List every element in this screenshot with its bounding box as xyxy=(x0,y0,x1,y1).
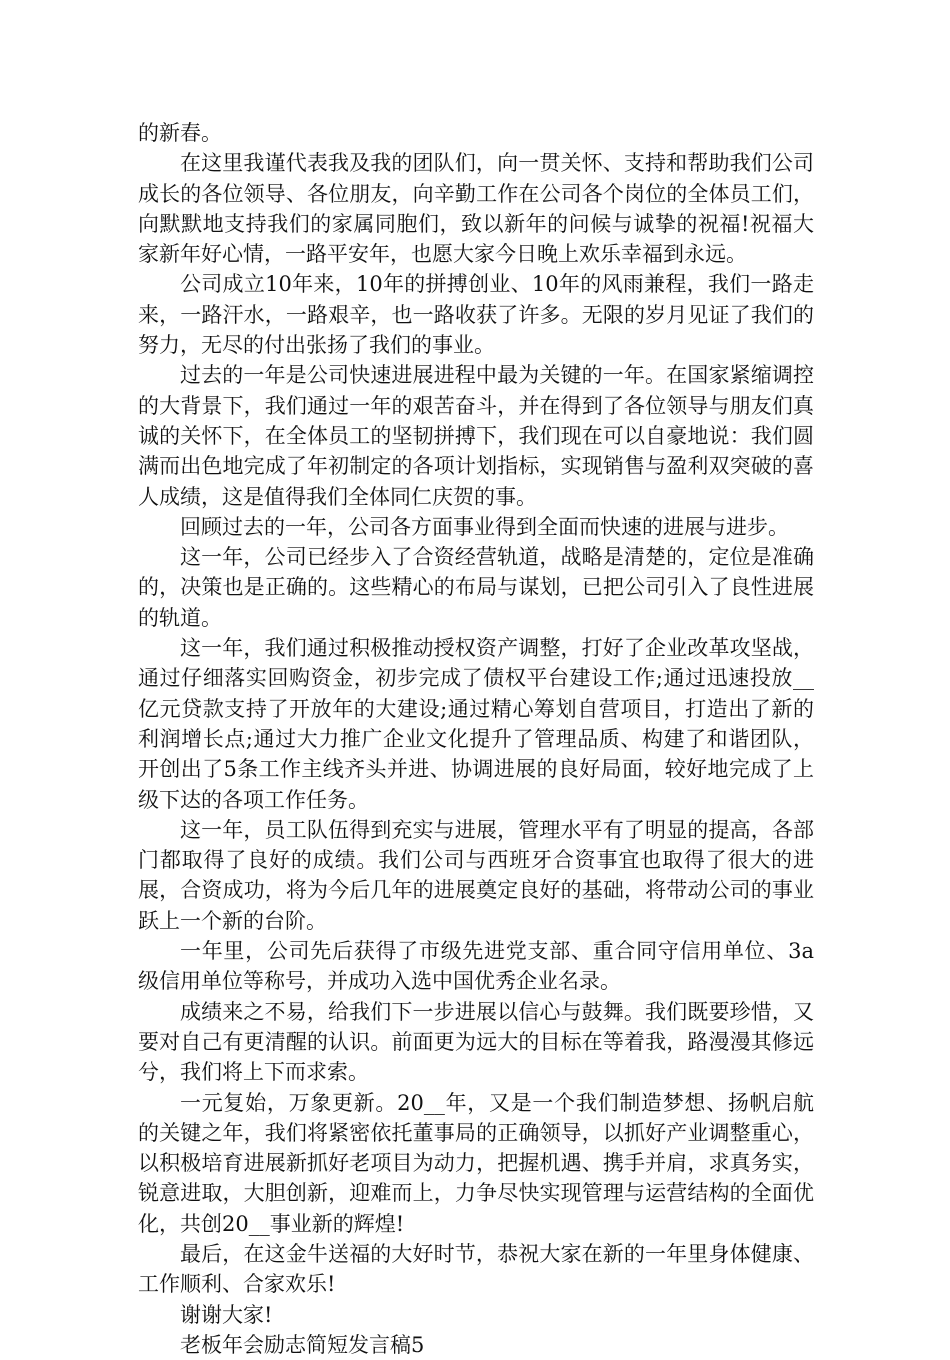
document-body xyxy=(138,118,814,1360)
paragraph-review: 回顾过去的一年，公司各方面事业得到全面而快速的进展与进步。 xyxy=(180,514,789,539)
paragraph-greeting: 在这里我谨代表我及我的团队们，向一贯关怀、支持和帮助我们公司成长的各位领导、各位朋友，向辛勤工作在公司各个岗位的全体员工们，向默默地支持我们的家属同胞们，致以新年的问候与诚挚的祝福!祝福大家新年好心情，一路平安年，也愿大家今日晚上欢乐幸福到永远。 xyxy=(138,151,814,267)
paragraph-awards: 一年里，公司先后获得了市级先进党支部、重合同守信用单位、3a级信用单位等称号，并成功入选中国优秀企业名录。 xyxy=(138,939,814,994)
section-heading: 老板年会励志简短发言稿5 xyxy=(180,1332,425,1357)
paragraph-outlook: 一元复始，万象更新。20__年，又是一个我们制造梦想、扬帆启航的关键之年，我们将紧密依托董事局的正确领导，以抓好产业调整重心，以积极培育进展新抓好老项目为动力，把握机遇、携手并肩，求真务实，锐意进取，大胆创新，迎难而上，力争尽快实现管理与运营结构的全面优化，共创20__事业新的辉煌! xyxy=(138,1090,814,1236)
paragraph-history: 公司成立10年来，10年的拼搏创业、10年的风雨兼程，我们一路走来，一路汗水，一路艰辛，也一路收获了许多。无限的岁月见证了我们的努力，无尽的付出张扬了我们的事业。 xyxy=(138,272,814,358)
paragraph-wishes: 最后，在这金牛送福的大好时节，恭祝大家在新的一年里身体健康、工作顺利、合家欢乐! xyxy=(138,1241,814,1297)
paragraph-continuation: 的新春。 xyxy=(138,121,222,145)
paragraph-thanks: 谢谢大家! xyxy=(180,1302,273,1327)
paragraph-encouragement: 成绩来之不易，给我们下一步进展以信心与鼓舞。我们既要珍惜，又要对自己有更清醒的认识。前面更为远大的目标在等着我，路漫漫其修远兮，我们将上下而求索。 xyxy=(138,999,814,1085)
paragraph-past-year: 过去的一年是公司快速进展进程中最为关键的一年。在国家紧缩调控的大背景下，我们通过一年的艰苦奋斗，并在得到了各位领导与朋友们真诚的关怀下，在全体员工的坚韧拼搏下，我们现在可以自豪地说：我们圆满而出色地完成了年初制定的各项计划指标，实现销售与盈利双突破的喜人成绩，这是值得我们全体同仁庆贺的事。 xyxy=(138,363,814,509)
paragraph-achievements: 这一年，我们通过积极推动授权资产调整，打好了企业改革攻坚战，通过仔细落实回购资金，初步完成了债权平台建设工作;通过迅速投放__亿元贷款支持了开放年的大建设;通过精心筹划自营项目，打造出了新的利润增长点;通过大力推广企业文化提升了管理品质、构建了和谐团队，开创出了5条工作主线齐头并进、协调进展的良好局面，较好地完成了上级下达的各项工作任务。 xyxy=(138,636,814,812)
paragraph-staff: 这一年，员工队伍得到充实与进展，管理水平有了明显的提高，各部门都取得了良好的成绩。我们公司与西班牙合资事宜也取得了很大的进展，合资成功，将为今后几年的进展奠定良好的基础，将带动公司的事业跃上一个新的台阶。 xyxy=(138,817,814,933)
paragraph-strategy: 这一年，公司已经步入了合资经营轨道，战略是清楚的，定位是准确的，决策也是正确的。这些精心的布局与谋划，已把公司引入了良性进展的轨道。 xyxy=(138,545,814,630)
